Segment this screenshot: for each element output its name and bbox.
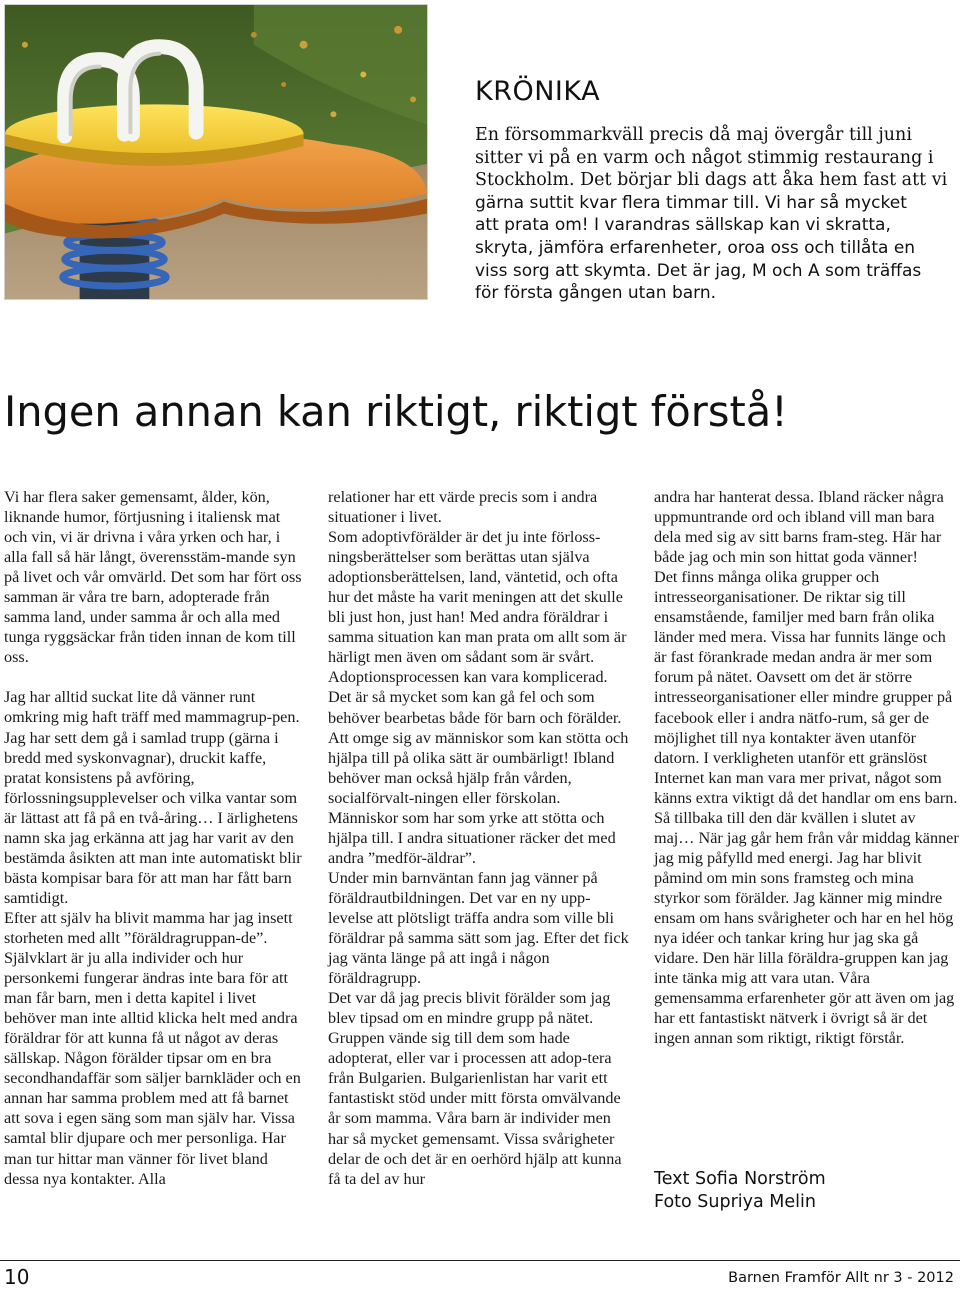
body-column-1: [4, 487, 306, 1189]
body-paragraph: Vi har flera saker gemensamt, ålder, kön, liknande humor, förtjusning i italiensk mat och vin, vi är drivna i våra yrken och har, i alla fall så här långt, överensstäm-mande syn på livet och vår omvärld. Det som har fört oss samman är våra tre barn, adopterade från samma land, under samma år och alla med tunga ryggsäckar från tiden innan de kom till oss.: [4, 488, 302, 667]
body-paragraph: Det var då jag precis blivit förälder som jag blev tipsad om en mindre grupp på nätet. Gruppen vände sig till dem som hade adopterat, eller var i processen att adop-tera från Bulgarien. Bulgarienlistan har varit ett fantastiskt stöd under mitt första omvälvande år som mamma. Våra barn är individer men har så mycket gemensamt. Vissa svårigheter delar de och det är en oerhörd hjälp att kunna få ta del av hur: [328, 989, 622, 1188]
body-paragraph: Som adoptivförälder är det ju inte förloss-ningsberättelser som berättas utan själva adoptionsberättelsen, land, väntetid, och ofta hur det måste ha varit meningen att det skulle bli just hon, just han! Med andra föräldrar i samma situation kan man prata om allt som är härligt men även om sådant som är svårt. Adoptionsprocessen kan vara komplicerad. Det är så mycket som kan gå fel och som behöver bearbetas både för barn och förälder. Att omge sig av människor som kan stötta och hjälpa till på olika sätt är oumbärligt! Ibland behöver man också hjälp från vården, socialförvalt-ningen eller förskolan. Människor som har som yrke att stötta och hjälpa till. I andra situationer räcker det med andra ”medför-äldrar”.: [328, 528, 629, 867]
ingress-line: gärna suttit kvar flera timmar till. Vi har så mycket: [475, 192, 907, 213]
ingress-line: skryta, jämföra erfarenheter, oroa oss och tillåta en: [475, 237, 916, 258]
ingress: [475, 124, 957, 305]
publication-footer: Barnen Framför Allt nr 3 - 2012: [728, 1270, 954, 1286]
text-credit: Text Sofia Norström: [654, 1169, 826, 1189]
ingress-line: viss sorg att skymta. Det är jag, M och A som träffas: [475, 260, 922, 281]
playground-photo: [4, 4, 428, 300]
body-column-3: [654, 487, 960, 1048]
ingress-line: sitter vi på en varm och något stimmig restaurang i: [475, 147, 934, 168]
ingress-line: En försommarkväll precis då maj övergår till juni: [475, 125, 912, 145]
body-paragraph: relationer har ett värde precis som i andra situationer i livet.: [328, 488, 598, 527]
playground-spring-rider-photo: [5, 5, 427, 299]
ingress-line: för första gången utan barn.: [475, 283, 717, 304]
byline: [654, 1168, 826, 1214]
ingress-line: Stockholm. Det börjar bli dags att åka hem fast att vi: [475, 170, 948, 191]
body-paragraph: Under min barnväntan fann jag vänner på föräldrautbildningen. Det var en ny upp-levelse att plötsligt träffa andra som ville bli föräldrar på samma sätt som jag. Efter det fick jag vänta länge på att ingå i någon föräldragrupp.: [328, 868, 629, 988]
footer-divider: [0, 1260, 960, 1261]
ingress-line: att prata om! I varandras sällskap kan vi skratta,: [475, 215, 891, 236]
photo-credit: Foto Supriya Melin: [654, 1192, 816, 1212]
section-label: KRÖNIKA: [475, 76, 601, 107]
article-headline: Ingen annan kan riktigt, riktigt förstå!: [4, 387, 788, 436]
body-paragraph: andra har hanterat dessa. Ibland räcker några uppmuntrande ord och ibland vill man bara dela med sig av sitt barns fram-steg. Här har både jag och min son hittat goda vänner!: [654, 488, 944, 567]
page-number: 10: [4, 1265, 30, 1289]
body-column-2: [328, 487, 634, 1189]
body-paragraph: Jag har alltid suckat lite då vänner runt omkring mig haft träff med mammagrup-pen. Jag har sett dem gå i samlad trupp (gärna i bredd med syskonvagnar), druckit kaffe, pratat konsistens på avföring, förlossningsupplevelser och vilka vantar som är lättast att få på en två-åring… I ärlighetens namn ska jag erkänna att jag har varit av den bestämda åsikten att man inte automatiskt blir bästa kompisar bara för att man har fått barn samtidigt.: [4, 688, 302, 907]
body-paragraph: Efter att själv ha blivit mamma har jag insett storheten med allt ”föräldragruppan-de”. Självklart är ju alla individer och hur personkemi fungerar ändras inte bara för att man får barn, men i detta kapitel i livet behöver man inte alltid klicka helt med andra föräldrar för att kunna få ut något av deras sällskap. Någon förälder tipsar om en bra secondhandaffär som säljer barnkläder och en annan har samma problem med att få barnet att sova i egen säng som man själv har. Vissa samtal blir djupare och mer personliga. Har man tur hittar man vänner för livet bland dessa nya kontakter. Alla: [4, 908, 301, 1188]
body-paragraph: Så tillbaka till den där kvällen i slutet av maj… När jag går hem från vår middag känner jag mig påfylld med energi. Jag har blivit påmind om min sons framsteg och mina styrkor som förälder. Jag känner mig mindre ensam om hans svårigheter och har en hel hög nya idéer och tankar kring hur jag ska gå vidare. Den här lilla föräldra-gruppen kan jag inte tänka mig att vara utan. Våra gemensamma erfarenheter gör att även om jag har ett fantastiskt nätverk i övrigt så är det ingen annan som riktigt, riktigt förstår.: [654, 808, 959, 1048]
body-paragraph: Det finns många olika grupper och intresseorganisationer. De riktar sig till ensamstående, familjer med barn från olika länder med mera. Vissa har funnits länge och är fast förankrade medan andra är mer som forum på nätet. Oavsett om det är större intresseorganisationer eller mindre grupper på facebook eller i andra nätfo-rum, så ger de möjlighet till nya kontakter även utanför datorn. I verkligheten utanför ett gränslöst Internet kan man vara mer privat, något som känns extra viktigt då det handlar om ens barn.: [654, 568, 958, 807]
